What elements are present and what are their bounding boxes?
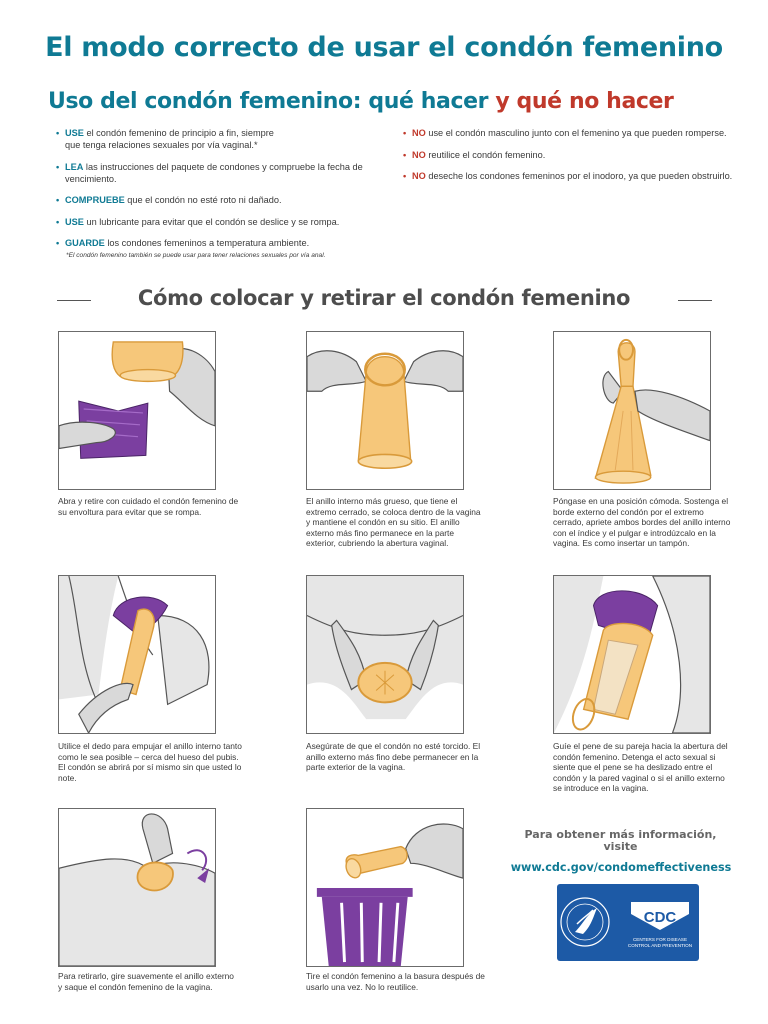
do-keyword: USE — [65, 216, 84, 227]
dont-item — [403, 170, 733, 182]
logo-name: CDC — [643, 909, 677, 926]
insert-condom-drawing — [59, 576, 215, 733]
do-item — [56, 161, 386, 185]
section-subtitle — [48, 89, 738, 114]
do-keyword: COMPRUEBE — [65, 195, 125, 205]
dont-item — [403, 127, 733, 139]
page-title: El modo correcto de usar el condón femenino — [45, 32, 723, 63]
dont-text: use el condón masculino junto con el femenino ya que pueden romperse. — [425, 128, 727, 138]
step-1-caption: Abra y retire con cuidado el condón femenino de su envoltura para evitar que se rompa. — [58, 496, 239, 517]
footnote: *El condón femenino también se puede usar para tener relaciones sexuales por vía anal. — [66, 252, 326, 259]
do-text: que el condón no esté roto ni dañado. — [124, 195, 282, 205]
dont-keyword: NO — [412, 128, 426, 138]
step-7-illustration — [58, 808, 216, 967]
step-6-caption: Guíe el pene de su pareja hacia la abertura del condón femenino. Detenga el acto sexual si siente que el pene se ha deslizado entre el condón y la pared vaginal o si el anillo externo se introduce en la vagina. — [553, 741, 728, 794]
do-item — [56, 194, 386, 206]
dont-keyword: NO — [412, 149, 426, 160]
cdc-link[interactable]: www.cdc.gov/condomeffectiveness — [510, 861, 732, 874]
discard-condom-drawing — [307, 809, 463, 966]
do-item — [56, 127, 291, 151]
step-2-illustration — [306, 331, 464, 490]
do-item — [56, 237, 386, 249]
do-text: el condón femenino de principio a fin, siempre que tenga relaciones sexuales por vía vaginal.* — [65, 128, 274, 150]
section-heading: Cómo colocar y retirar el condón femenino — [137, 286, 631, 310]
step-8-illustration — [306, 808, 464, 967]
dont-item — [403, 149, 733, 161]
step-7-caption: Para retirarlo, gire suavemente el anillo externo y saque el condón femenino de la vagina. — [58, 971, 234, 992]
step-1-illustration — [58, 331, 216, 490]
dont-list — [403, 127, 733, 192]
logo-line2: CONTROL AND PREVENTION — [627, 943, 693, 948]
cdc-logo — [557, 884, 699, 961]
heading-rule-right — [678, 300, 712, 301]
do-text: un lubricante para evitar que el condón se deslice y se rompa. — [83, 216, 340, 227]
do-keyword: GUARDE — [65, 238, 105, 248]
subtitle-dont: y qué no hacer — [495, 89, 674, 114]
hhs-cdc-logo-graphic — [557, 884, 699, 961]
step-8-caption: Tire el condón femenino a la basura después de usarlo una vez. No lo reutilice. — [306, 971, 485, 992]
dont-text: reutilice el condón femenino. — [425, 149, 546, 160]
subtitle-do: Uso del condón femenino: qué hacer — [48, 89, 496, 114]
step-3-illustration — [553, 331, 711, 490]
check-twist-drawing — [307, 576, 463, 733]
step-4-illustration — [58, 575, 216, 734]
do-list — [56, 127, 386, 259]
do-keyword: USE — [65, 128, 84, 138]
unwrap-condom-drawing — [59, 332, 215, 489]
dont-text: deseche los condones femeninos por el inodoro, ya que pueden obstruirlo. — [425, 171, 733, 181]
step-2-caption: El anillo interno más grueso, que tiene el extremo cerrado, se coloca dentro de la vagina y mantiene el condón en su sitio. El anillo externo más fino permanece en la parte exterior, cubriendo la abertura vaginal. — [306, 496, 481, 549]
do-keyword: LEA — [65, 161, 84, 172]
squeeze-ring-drawing — [554, 332, 710, 489]
step-5-caption: Asegúrate de que el condón no esté torcido. El anillo externo más fino debe permanecer en la parte exterior de la vagina. — [306, 741, 481, 773]
step-4-caption: Utilice el dedo para empujar el anillo interno tanto como le sea posible – cerca del hueso del pubis. El condón se abrirá por sí mismo sin que usted lo note. — [58, 741, 242, 783]
condom-rings-drawing — [307, 332, 463, 489]
step-3-caption: Póngase en una posición cómoda. Sostenga el borde externo del condón por el extremo cerrado, apriete ambos bordes del anillo interno con el índice y el pulgar e introdúzcalo en la vagina. Es como insertar un tampón. — [553, 496, 731, 549]
step-6-illustration — [553, 575, 711, 734]
do-text: las instrucciones del paquete de condones y compruebe la fecha de vencimiento. — [65, 161, 363, 184]
do-item — [56, 216, 386, 228]
dont-keyword: NO — [412, 171, 426, 181]
step-5-illustration — [306, 575, 464, 734]
more-info-label: Para obtener más información, visite — [524, 828, 717, 853]
guide-penis-drawing — [554, 576, 710, 733]
remove-condom-drawing — [59, 809, 215, 966]
logo-line1: CENTERS FOR DISEASE — [632, 937, 688, 942]
do-text: los condones femeninos a temperatura ambiente. — [104, 238, 310, 248]
